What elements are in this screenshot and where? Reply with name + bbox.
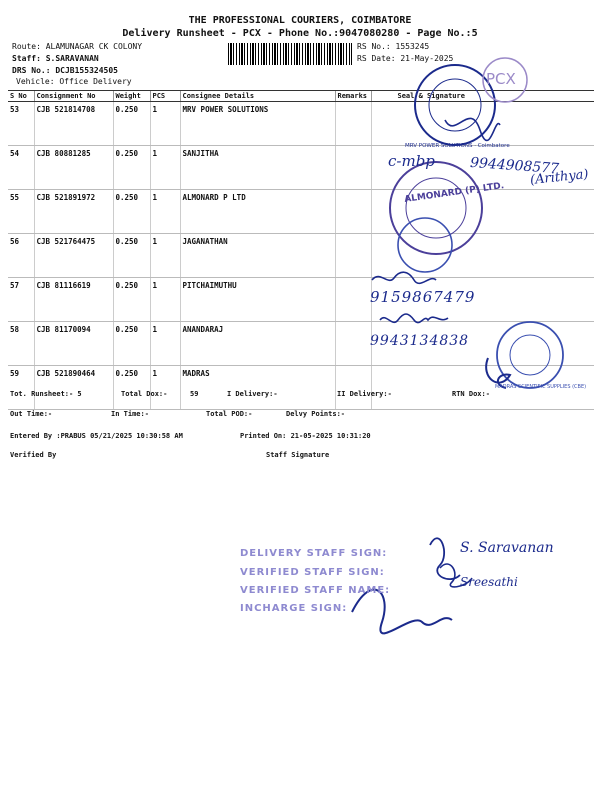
cell-sno: 55 xyxy=(8,190,34,234)
cell-consignment: CJB 80881285 xyxy=(34,146,113,190)
cell-consignment: CJB 81170094 xyxy=(34,322,113,366)
cell-consignment: CJB 81116619 xyxy=(34,278,113,322)
row54-name: (Arithya) xyxy=(529,166,590,189)
cell-weight: 0.250 xyxy=(113,190,150,234)
row58-phone: 9943134838 xyxy=(370,333,470,349)
stamp-verified-sign: VERIFIED STAFF SIGN: xyxy=(240,567,385,578)
cell-weight: 0.250 xyxy=(113,234,150,278)
cell-pcs: 1 xyxy=(150,278,180,322)
almonard-stamp-text: ALMONARD (P) LTD. xyxy=(403,181,505,205)
cell-sno: 57 xyxy=(8,278,34,322)
verified-by: Verified By xyxy=(10,451,57,459)
row54-signature: c-mbp xyxy=(388,152,435,170)
row54-phone: 9944908577 xyxy=(469,154,560,178)
cell-weight: 0.250 xyxy=(113,322,150,366)
col-consignment: Consignment No xyxy=(34,91,113,102)
cell-consignment: CJB 521764475 xyxy=(34,234,113,278)
total-dox-label: Total Dox:- xyxy=(121,390,168,398)
vehicle-label: Vehicle: Office Delivery xyxy=(16,77,132,86)
route-label: Route: ALAMUNAGAR CK COLONY xyxy=(12,42,143,51)
cell-pcs: 1 xyxy=(150,234,180,278)
cell-weight: 0.250 xyxy=(113,278,150,322)
staff-label: Staff: S.SARAVANAN xyxy=(12,54,99,63)
stamp-delivery-staff: DELIVERY STAFF SIGN: xyxy=(240,548,388,559)
col-sno: S No xyxy=(8,91,34,102)
cell-consignment: CJB 521890464 xyxy=(34,366,113,410)
cell-weight: 0.250 xyxy=(113,146,150,190)
cell-sno: 59 xyxy=(8,366,34,410)
entered-by: Entered By :PRABUS 05/21/2025 10:30:58 AM xyxy=(10,432,183,440)
ii-delivery: II Delivery:- xyxy=(337,390,392,398)
printed-on: Printed On: 21-05-2025 10:31:20 xyxy=(240,432,371,440)
cell-pcs: 1 xyxy=(150,190,180,234)
stamp-incharge-sign: INCHARGE SIGN: xyxy=(240,603,348,614)
in-time: In Time:- xyxy=(111,410,149,418)
cell-consignee: PITCHAIMUTHU xyxy=(180,278,335,322)
handwritten-saravanan: S. Saravanan xyxy=(460,540,554,556)
incharge-signature xyxy=(352,590,452,634)
madras-stamp-text: MADRAS SCIENTIFIC SUPPLIES (CBE) xyxy=(495,384,587,390)
col-pcs: PCS xyxy=(150,91,180,102)
runsheet-subtitle: Delivery Runsheet - PCX - Phone No.:9047080280 - Page No.:5 xyxy=(122,28,478,39)
col-remarks: Remarks xyxy=(335,91,371,102)
cell-consignee: MRV POWER SOLUTIONS xyxy=(180,102,335,146)
col-seal-signature: Seal & Signature xyxy=(371,91,594,102)
stamp-verified-name: VERIFIED STAFF NAME: xyxy=(240,585,391,596)
row58-signature xyxy=(380,314,448,323)
cell-pcs: 1 xyxy=(150,366,180,410)
cell-consignee: MADRAS xyxy=(180,366,335,410)
cell-pcs: 1 xyxy=(150,146,180,190)
cell-sno: 54 xyxy=(8,146,34,190)
total-runsheet: Tot. Runsheet:- 5 xyxy=(10,390,82,398)
col-weight: Weight xyxy=(113,91,150,102)
row57-phone: 9159867479 xyxy=(370,288,476,306)
cell-sno: 53 xyxy=(8,102,34,146)
cell-pcs: 1 xyxy=(150,102,180,146)
cell-consignment: CJB 521814708 xyxy=(34,102,113,146)
cell-consignee: ANANDARAJ xyxy=(180,322,335,366)
cell-pcs: 1 xyxy=(150,322,180,366)
blue-small-stamp xyxy=(398,218,452,272)
rs-date: RS Date: 21-May-2025 xyxy=(357,54,454,63)
out-time: Out Time:- xyxy=(10,410,53,418)
cell-sno: 58 xyxy=(8,322,34,366)
cell-consignment: CJB 521891972 xyxy=(34,190,113,234)
mrv-stamp-text: MRV POWER SOLUTIONS · Coimbatore xyxy=(405,143,510,149)
company-title: THE PROFESSIONAL COURIERS, COIMBATORE xyxy=(188,15,412,26)
delvy-points: Delvy Points:- xyxy=(286,410,346,418)
cell-consignee: ALMONARD P LTD xyxy=(180,190,335,234)
rs-number: RS No.: 1553245 xyxy=(357,42,430,51)
pcx-stamp-text: PCX xyxy=(486,70,516,88)
row57-signature xyxy=(372,272,436,283)
rtn-dox: RTN Dox:- xyxy=(452,390,490,398)
col-consignee: Consignee Details xyxy=(180,91,335,102)
total-pod: Total POD:- xyxy=(206,410,253,418)
cell-consignee: SANJITHA xyxy=(180,146,335,190)
staff-signature-label: Staff Signature xyxy=(266,451,330,459)
total-dox-value: 59 xyxy=(190,390,199,398)
drs-number: DRS No.: DCJB155324505 xyxy=(12,66,118,75)
handwritten-sreesathi: Sreesathi xyxy=(460,575,518,589)
cell-sno: 56 xyxy=(8,234,34,278)
cell-weight: 0.250 xyxy=(113,102,150,146)
almonard-stamp xyxy=(390,162,482,254)
cell-consignee: JAGANATHAN xyxy=(180,234,335,278)
cell-weight: 0.250 xyxy=(113,366,150,410)
i-delivery: I Delivery:- xyxy=(227,390,278,398)
